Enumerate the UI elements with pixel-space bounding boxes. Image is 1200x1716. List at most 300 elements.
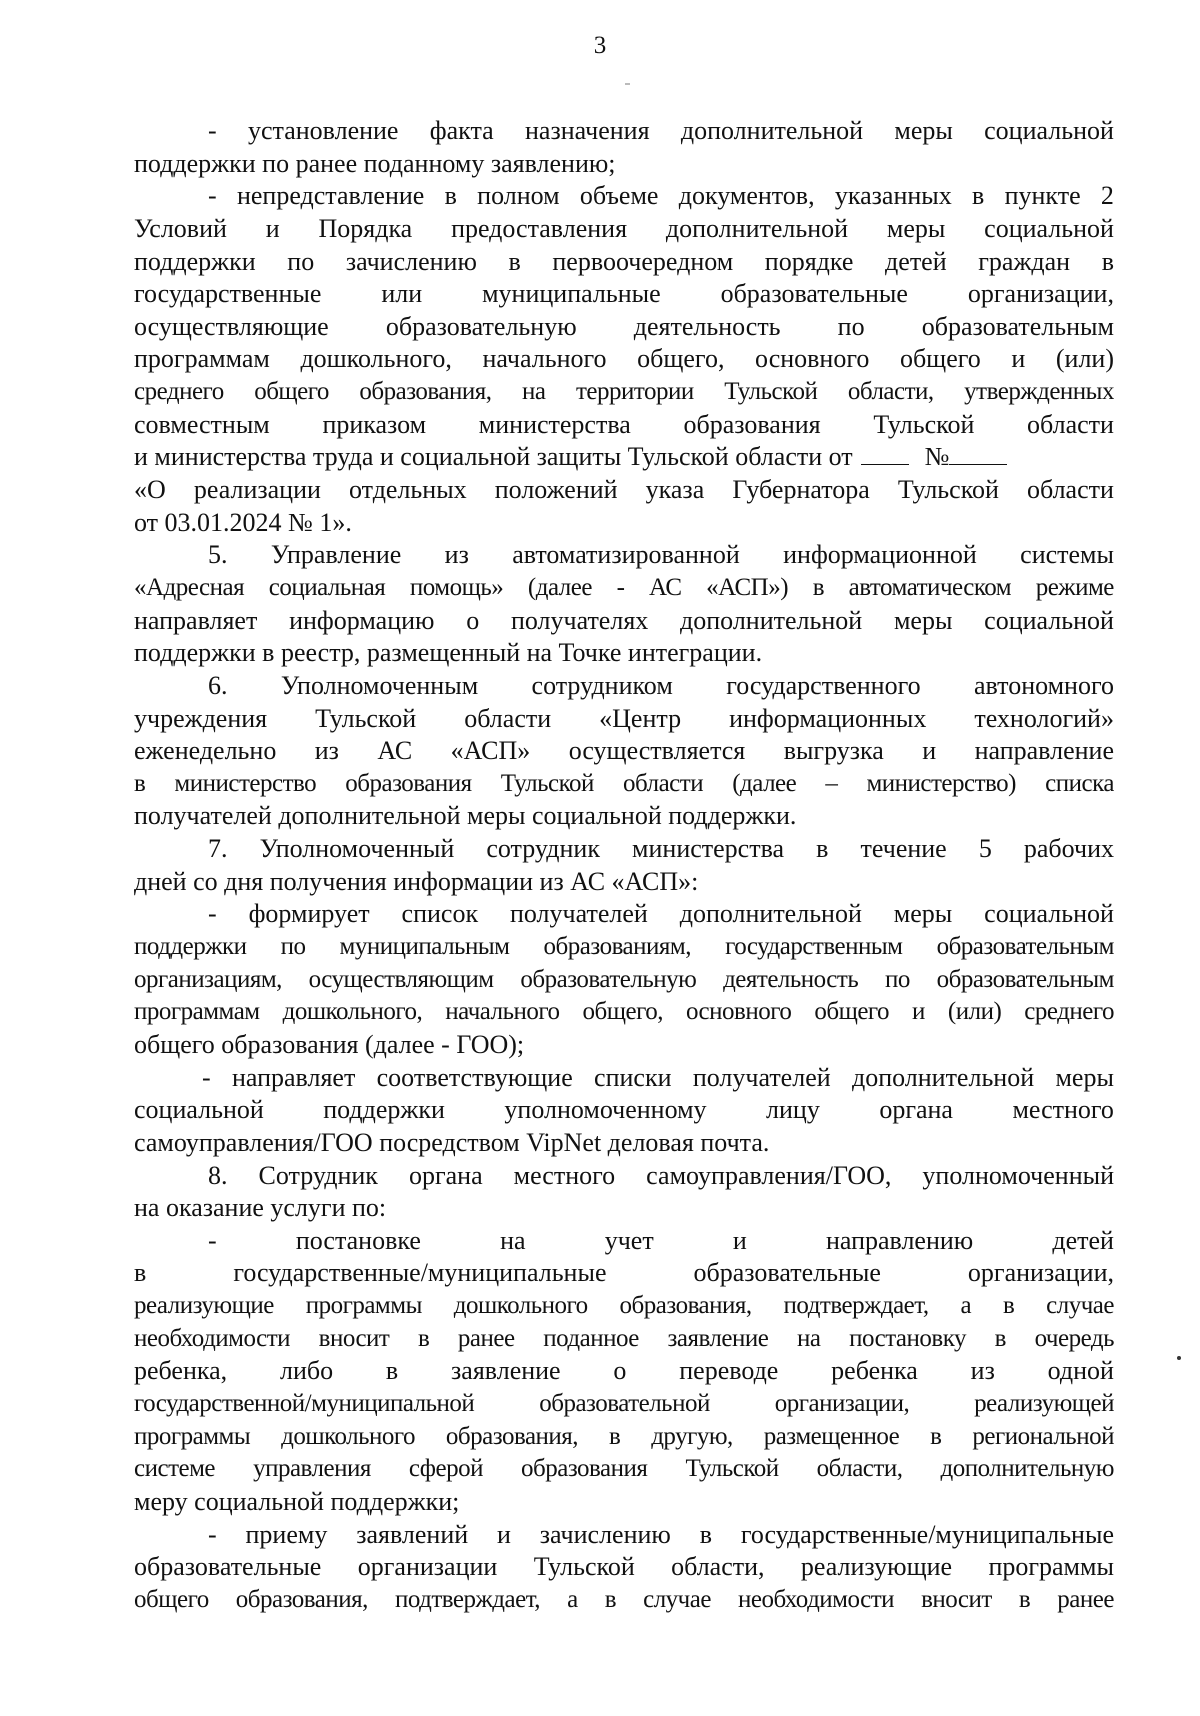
word: ранее — [1057, 1585, 1114, 1613]
text-line — [134, 180, 1114, 213]
word: образования — [345, 769, 472, 797]
word: размещенное — [763, 1422, 900, 1450]
word: общего — [134, 1585, 209, 1613]
word: образовательные — [134, 1552, 322, 1582]
word: 5 — [978, 834, 992, 864]
word: области — [1027, 409, 1114, 439]
word: области — [464, 703, 552, 733]
text-line — [134, 964, 1114, 997]
text-line — [134, 1127, 1114, 1160]
word: поддержки — [323, 1095, 445, 1125]
word: в — [699, 1519, 712, 1549]
word: и — [497, 1519, 511, 1549]
line-text: самоуправления/ГОО посредством VipNet деловая почта. — [134, 1127, 770, 1157]
word: организациям, — [134, 965, 282, 993]
word: - — [208, 116, 217, 145]
word: указа — [645, 475, 705, 505]
word: Тульской — [685, 1455, 779, 1483]
word: отдельных — [349, 475, 467, 505]
word: направление — [974, 736, 1114, 766]
word: информацию — [289, 605, 435, 635]
text-line — [134, 866, 1114, 899]
word: случае — [1046, 1292, 1114, 1320]
text-line — [134, 800, 1114, 833]
word: 8. — [208, 1160, 228, 1190]
word: режиме — [1035, 573, 1114, 601]
line-text: на оказание услуги по: — [134, 1193, 387, 1223]
word: социальной — [984, 605, 1114, 635]
word: по — [287, 246, 315, 276]
word: учреждения — [134, 703, 268, 733]
word: дошкольного — [281, 1422, 415, 1450]
word: уполномоченному — [504, 1095, 707, 1125]
word: министерство) — [866, 769, 1017, 797]
word: полном — [477, 181, 560, 211]
word: сферой — [408, 1455, 483, 1483]
text-line — [134, 931, 1114, 964]
fill-in-blank-number — [949, 442, 1007, 465]
word: Уполномоченным — [280, 670, 479, 700]
word: организации, — [967, 279, 1114, 309]
word: образовательной — [539, 1389, 710, 1417]
word: ранее — [457, 1324, 515, 1352]
line-text: дней со дня получения информации из АС «АСП»: — [134, 866, 699, 896]
text-line — [134, 1421, 1114, 1454]
word: необходимости — [134, 1324, 291, 1352]
word: меры — [893, 899, 953, 929]
word: течение — [860, 834, 947, 864]
word: первоочередном — [552, 246, 734, 276]
word: в — [1018, 1585, 1031, 1613]
word: организации — [357, 1552, 498, 1582]
word: и — [732, 1225, 747, 1255]
word: образовательные — [720, 279, 908, 309]
word: о — [613, 1356, 627, 1386]
text-line — [134, 898, 1114, 931]
word: дополнительной — [680, 605, 863, 635]
word: организации, — [967, 1258, 1114, 1288]
word: образования, — [619, 1292, 752, 1320]
word: факта — [429, 116, 494, 145]
word: (или) — [1055, 344, 1114, 374]
word: пункте — [1004, 181, 1081, 211]
word: получателях — [510, 605, 649, 635]
word: дополнительной — [851, 1062, 1035, 1092]
text-line — [134, 441, 1114, 474]
word: назначения — [525, 116, 650, 145]
text-line — [134, 115, 1114, 148]
word: общего — [899, 344, 981, 374]
word: области — [623, 769, 704, 797]
word: в — [812, 573, 824, 601]
word: - — [616, 573, 625, 601]
word: автономного — [974, 670, 1114, 700]
word: из — [970, 1356, 995, 1386]
word: среднего — [134, 378, 224, 406]
word: в — [444, 181, 457, 211]
word: о — [466, 605, 480, 635]
word: «Центр — [599, 703, 682, 733]
text-line — [134, 1323, 1114, 1356]
word: муниципальным — [339, 933, 510, 961]
text-line — [134, 1257, 1114, 1290]
line-text: меру социальной поддержки; — [134, 1486, 460, 1516]
word: получателей — [509, 899, 648, 929]
word: автоматическом — [848, 573, 1012, 601]
word: органа — [408, 1160, 483, 1190]
word: из — [314, 736, 339, 766]
word: осуществляющим — [308, 965, 494, 993]
word: Тульской — [315, 703, 417, 733]
word: образования — [683, 409, 821, 439]
word: социальной — [134, 1095, 264, 1125]
word: организации, — [774, 1389, 910, 1417]
word: 5. — [208, 540, 228, 570]
word: органа — [879, 1095, 953, 1125]
line-text: и министерства труда и социальной защиты Тульской области от — [134, 442, 853, 472]
word: - — [208, 899, 217, 929]
word: в — [994, 1324, 1006, 1352]
word: Порядка — [318, 213, 413, 243]
word: и — [265, 213, 280, 243]
word: общего — [814, 998, 890, 1026]
word: – — [825, 769, 838, 797]
word: поддержки — [134, 246, 256, 276]
word: Тульской — [500, 769, 594, 797]
text-line — [134, 833, 1114, 866]
word: непредставление — [236, 181, 425, 211]
word: меры — [886, 213, 946, 243]
word: государственные/муниципальные — [740, 1519, 1114, 1549]
word: другую, — [651, 1422, 733, 1450]
word: дополнительной — [680, 116, 864, 145]
number-sign: № — [924, 442, 950, 472]
word: или — [381, 279, 423, 309]
text-line — [134, 1453, 1114, 1486]
word: программы — [305, 1292, 422, 1320]
word: а — [567, 1585, 578, 1613]
word: установление — [247, 116, 399, 145]
word: ребенка, — [134, 1356, 228, 1386]
word: указанных — [834, 181, 952, 211]
word: - — [202, 1062, 211, 1092]
text-line — [134, 148, 1114, 181]
word: образовательные — [693, 1258, 881, 1288]
word: «АСП» — [450, 736, 531, 766]
text-line — [134, 1192, 1114, 1225]
word: информационной — [783, 540, 977, 570]
word: государственного — [726, 670, 921, 700]
word: общего, — [637, 344, 725, 374]
word: направляет — [231, 1062, 356, 1092]
word: Уполномоченный — [259, 834, 455, 864]
word: программы — [134, 1422, 251, 1450]
word: 2 — [1100, 181, 1114, 211]
word: по — [837, 311, 865, 341]
word: образовательным — [936, 933, 1114, 961]
word: реализующие — [134, 1292, 274, 1320]
word: учет — [604, 1225, 654, 1255]
word: списка — [1045, 769, 1114, 797]
word: муниципальные — [482, 279, 661, 309]
word: детей — [885, 246, 947, 276]
word: заявление — [451, 1356, 561, 1386]
word: меры — [893, 605, 953, 635]
word: еженедельно — [134, 736, 277, 766]
word: из — [444, 540, 469, 570]
word: образованиям, — [543, 933, 691, 961]
word: граждан — [978, 246, 1071, 276]
line-text: получателей дополнительной меры социальной поддержки. — [134, 801, 797, 831]
word: территории — [575, 378, 694, 406]
text-line — [134, 376, 1114, 409]
word: осуществляющие — [134, 311, 329, 341]
word: зачислению — [345, 246, 477, 276]
word: образовательную — [385, 311, 577, 341]
text-line — [134, 474, 1114, 507]
word: документов, — [678, 181, 815, 211]
word: направляет — [134, 605, 258, 635]
text-line — [134, 735, 1114, 768]
word: вносит — [921, 1585, 992, 1613]
word: поддержки — [134, 933, 247, 961]
text-line — [134, 213, 1114, 246]
word: формирует — [248, 899, 370, 929]
word: уполномоченный — [922, 1160, 1114, 1190]
word: деятельность — [723, 965, 859, 993]
word: - — [208, 1519, 217, 1549]
word: подтверждает, — [783, 1292, 929, 1320]
word: приему — [245, 1519, 328, 1549]
word: образовательную — [520, 965, 697, 993]
word: области — [1027, 475, 1114, 505]
word: социальной — [984, 899, 1114, 929]
word: меры — [1055, 1062, 1114, 1092]
text-line — [134, 1029, 1114, 1062]
word: в — [508, 246, 521, 276]
word: информационных — [729, 703, 927, 733]
word: «АСП») — [706, 573, 789, 601]
word: государственным — [725, 933, 903, 961]
word: основного — [685, 998, 792, 1026]
word: региональной — [972, 1422, 1114, 1450]
word: образования — [521, 1455, 648, 1483]
word: дополнительной — [665, 213, 849, 243]
word: Тульской — [873, 409, 975, 439]
text-line — [134, 768, 1114, 801]
text-line — [134, 1388, 1114, 1421]
word: на — [500, 1225, 526, 1255]
text-line — [134, 1486, 1114, 1519]
word: - — [208, 1225, 217, 1255]
word: социальной — [984, 116, 1114, 145]
word: реализации — [193, 475, 321, 505]
word: министерство — [174, 769, 317, 797]
text-line — [134, 1062, 1114, 1095]
word: сотрудником — [531, 670, 673, 700]
line-text: поддержки в реестр, размещенный на Точке интеграции. — [134, 638, 763, 668]
word: области, — [847, 378, 934, 406]
word: управления — [253, 1455, 371, 1483]
word: ребенка — [831, 1356, 918, 1386]
word: утвержденных — [964, 378, 1114, 406]
word: реализующей — [974, 1389, 1114, 1417]
word: в — [417, 1324, 430, 1352]
word: случае — [643, 1585, 711, 1613]
word: на — [521, 378, 546, 406]
word: государственные — [134, 279, 322, 309]
text-line — [134, 1094, 1114, 1127]
text-line — [134, 1551, 1114, 1584]
word: Сотрудник — [258, 1160, 378, 1190]
text-line — [134, 409, 1114, 442]
word: и — [912, 998, 925, 1026]
word: и — [922, 736, 937, 766]
text-line — [134, 278, 1114, 311]
word: либо — [279, 1356, 334, 1386]
text-line — [134, 670, 1114, 703]
page-number: 3 — [593, 32, 607, 59]
word: осуществляется — [568, 736, 746, 766]
word: местного — [1012, 1095, 1114, 1125]
word: в — [134, 769, 146, 797]
line-text: общего образования (далее - ГОО); — [134, 1029, 525, 1059]
word: образования, — [235, 1585, 368, 1613]
word: государственные/муниципальные — [233, 1258, 607, 1288]
word: выгрузка — [783, 736, 884, 766]
word: программам — [134, 344, 270, 374]
word: технологий» — [974, 703, 1114, 733]
word: в — [608, 1422, 621, 1450]
word: дополнительную — [940, 1455, 1114, 1483]
text-line — [134, 246, 1114, 279]
word: подтверждает, — [394, 1585, 540, 1613]
word: получателей — [692, 1062, 831, 1092]
scan-artifact-tick — [625, 83, 630, 85]
word: системе — [134, 1455, 216, 1483]
word: совместным — [134, 409, 270, 439]
word: социальной — [984, 213, 1114, 243]
word: общего, — [582, 998, 663, 1026]
word: на — [796, 1324, 821, 1352]
text-line — [134, 539, 1114, 572]
word: по — [280, 933, 306, 961]
word: реализующие — [800, 1552, 953, 1582]
word: положений — [494, 475, 618, 505]
word: сотрудник — [486, 834, 600, 864]
word: порядке — [764, 246, 854, 276]
word: среднего — [1024, 998, 1114, 1026]
text-line — [134, 605, 1114, 638]
word: (далее — [732, 769, 797, 797]
word: дошкольного, — [282, 998, 423, 1026]
word: дошкольного — [453, 1292, 588, 1320]
word: дошкольного, — [300, 344, 452, 374]
word: образовательным — [936, 965, 1114, 993]
word: (или) — [947, 998, 1002, 1026]
word: в — [930, 1422, 942, 1450]
word: лицу — [766, 1095, 820, 1125]
word: начального — [482, 344, 607, 374]
text-line — [134, 1290, 1114, 1323]
word: Тульской — [897, 475, 999, 505]
text-line — [134, 507, 1114, 540]
word: приказом — [322, 409, 427, 439]
text-line — [134, 703, 1114, 736]
word: местного — [513, 1160, 616, 1190]
word: детей — [1052, 1225, 1114, 1255]
word: автоматизированной — [512, 540, 740, 570]
word: АС — [377, 736, 413, 766]
word: Губернатора — [732, 475, 870, 505]
word: министерства — [632, 834, 785, 864]
word: направлению — [825, 1225, 974, 1255]
word: программам — [134, 998, 260, 1026]
word: Условий — [134, 213, 227, 243]
word: 6. — [208, 670, 228, 700]
word: соответствующие — [376, 1062, 573, 1092]
word: постановке — [295, 1225, 421, 1255]
word: списки — [594, 1062, 672, 1092]
text-line — [134, 572, 1114, 605]
word: Тульской — [724, 378, 818, 406]
scan-artifact-dot — [1177, 1356, 1181, 1360]
word: предоставления — [451, 213, 628, 243]
word: и — [1011, 344, 1026, 374]
word: меры — [894, 116, 953, 145]
word: образования, — [445, 1422, 579, 1450]
word: переводе — [679, 1356, 779, 1386]
word: социальная — [268, 573, 386, 601]
word: список — [401, 899, 479, 929]
text-line — [134, 1160, 1114, 1193]
document-body — [134, 115, 1114, 1616]
text-line — [134, 637, 1114, 670]
word: системы — [1020, 540, 1114, 570]
word: области, — [816, 1455, 903, 1483]
word: (далее — [527, 573, 592, 601]
text-line — [134, 996, 1114, 1029]
word: общего — [254, 378, 329, 406]
word: объеме — [579, 181, 659, 211]
word: основного — [755, 344, 870, 374]
word: одной — [1047, 1356, 1114, 1386]
word: программы — [988, 1552, 1114, 1582]
word: начального — [445, 998, 560, 1026]
word: помощь» — [409, 573, 504, 601]
word: вносит — [318, 1324, 390, 1352]
word: в — [1101, 246, 1114, 276]
word: области, — [671, 1552, 765, 1582]
word: в — [385, 1356, 399, 1386]
word: необходимости — [738, 1585, 895, 1613]
word: в — [604, 1585, 617, 1613]
word: в — [816, 834, 829, 864]
word: зачислению — [539, 1519, 671, 1549]
word: АС — [649, 573, 682, 601]
text-line — [134, 1225, 1114, 1258]
word: рабочих — [1023, 834, 1114, 864]
word: а — [960, 1292, 972, 1320]
word: образовательным — [921, 311, 1114, 341]
word: по — [884, 965, 910, 993]
word: в — [972, 181, 985, 211]
fill-in-blank-date — [861, 442, 909, 465]
text-line — [134, 343, 1114, 376]
text-line — [134, 1519, 1114, 1552]
word: государственной/муниципальной — [134, 1389, 475, 1417]
word: очередь — [1034, 1324, 1114, 1352]
